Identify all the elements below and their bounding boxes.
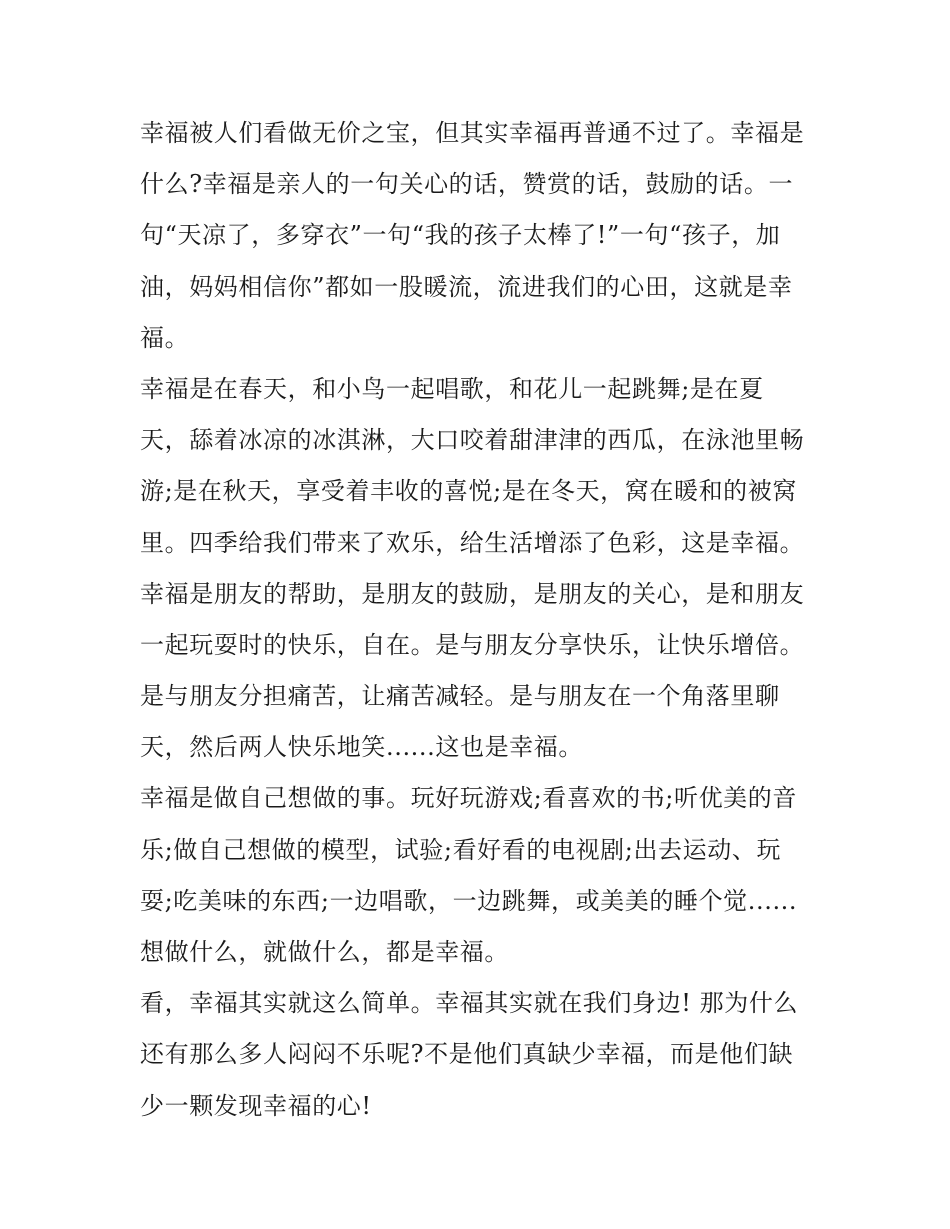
text-line: 乐;做自己想做的模型，试验;看好看的电视剧;出去运动、玩 [140, 835, 782, 864]
text-line: 油，妈妈相信你”都如一股暖流，流进我们的心田，这就是幸 [140, 272, 793, 301]
text-line: 幸福是做自己想做的事。玩好玩游戏;看喜欢的书;听优美的音 [140, 784, 797, 813]
text-line: 什么?幸福是亲人的一句关心的话，赞赏的话，鼓励的话。一 [140, 170, 794, 199]
text-line: 耍;吃美味的东西;一边唱歌，一边跳舞，或美美的睡个觉...... [140, 886, 798, 915]
text-line: 里。四季给我们带来了欢乐，给生活增添了色彩，这是幸福。 [140, 528, 805, 557]
text-line: 还有那么多人闷闷不乐呢?不是他们真缺少幸福，而是他们缺 [140, 1040, 794, 1069]
text-line: 幸福是在春天，和小鸟一起唱歌，和花儿一起跳舞;是在夏 [140, 374, 764, 403]
text-line: 句“天凉了，多穿衣”一句“我的孩子太棒了!”一句“孩子，加 [140, 221, 781, 250]
text-line: 是与朋友分担痛苦，让痛苦减轻。是与朋友在一个角落里聊 [140, 682, 780, 711]
text-line: 福。 [140, 323, 190, 352]
text-line: 天，舔着冰凉的冰淇淋，大口咬着甜津津的西瓜，在泳池里畅 [140, 426, 805, 455]
text-line: 想做什么，就做什么，都是幸福。 [140, 938, 509, 966]
text-line: 天，然后两人快乐地笑......这也是幸福。 [140, 733, 583, 762]
essay-body [140, 108, 820, 1132]
text-line: 少一颗发现幸福的心! [140, 1091, 372, 1120]
text-line: 游;是在秋天，享受着丰收的喜悦;是在冬天，窝在暖和的被窝 [140, 477, 797, 506]
text-line: 幸福是朋友的帮助，是朋友的鼓励，是朋友的关心，是和朋友 [140, 579, 805, 608]
text-line: 幸福被人们看做无价之宝，但其实幸福再普通不过了。幸福是 [140, 119, 805, 147]
text-line: 看，幸福其实就这么简单。幸福其实就在我们身边! 那为什么 [140, 989, 799, 1018]
text-line: 一起玩耍时的快乐，自在。是与朋友分享快乐，让快乐增倍。 [140, 630, 805, 659]
